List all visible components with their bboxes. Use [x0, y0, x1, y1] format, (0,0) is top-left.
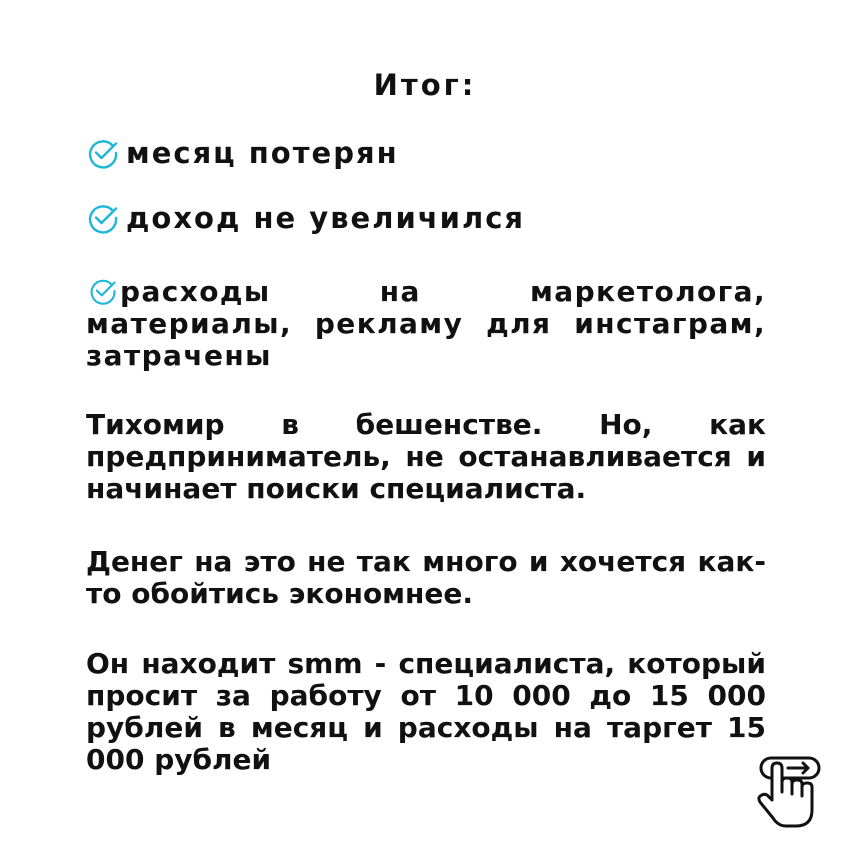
check-circle-icon	[86, 276, 120, 306]
check-circle-icon	[86, 201, 120, 235]
check-circle-icon	[86, 136, 120, 170]
checklist-item-income	[86, 201, 525, 235]
checklist-item-expenses	[86, 276, 766, 372]
paragraph-budget: Денег на это не так много и хочется как-то обойтись экономнее.	[86, 545, 766, 610]
checklist-item-month-lost	[86, 136, 399, 170]
checklist-item-text: расходы на маркетолога, материалы, рекламу для инстаграм, затрачены	[86, 275, 766, 372]
page-title: Итог:	[373, 68, 477, 102]
paragraph-rage: Тихомир в бешенстве. Но, как предприниматель, не останавливается и начинает поиски специалиста.	[86, 408, 766, 505]
paragraph-smm-specialist: Он находит smm - специалиста, который просит за работу от 10 000 до 15 000 рублей в месяц и расходы на таргет 15 000 рублей	[86, 647, 766, 776]
checklist-item-text: месяц потерян	[126, 136, 399, 170]
checklist-item-text: доход не увеличился	[126, 201, 526, 235]
swipe-hand-icon[interactable]	[752, 752, 824, 832]
